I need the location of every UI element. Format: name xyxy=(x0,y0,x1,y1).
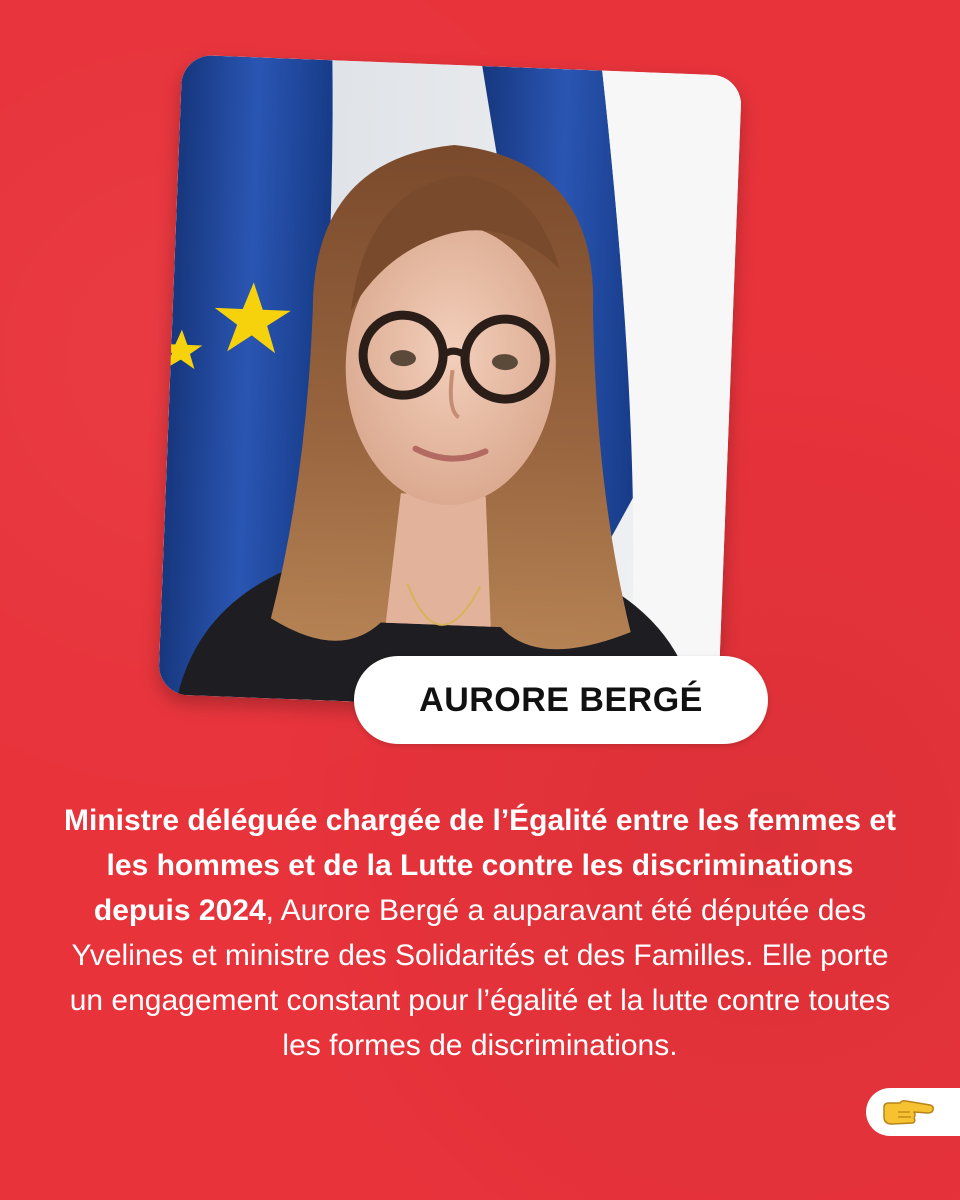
pointing-right-hand-icon xyxy=(880,1097,936,1127)
person-name: AURORE BERGÉ xyxy=(419,680,703,719)
portrait-illustration xyxy=(158,54,742,715)
portrait-photo xyxy=(158,54,742,715)
biography-role: Ministre déléguée chargée de l’Égalité entre les femmes et les hommes et de la Lutte contre les discriminations depuis 2024 xyxy=(64,804,896,927)
biography-text xyxy=(60,798,900,1068)
next-slide-button[interactable] xyxy=(866,1088,960,1136)
name-badge xyxy=(354,656,768,744)
biography-details: , Aurore Bergé a auparavant été députée des Yvelines et ministre des Solidarités et des Familles. Elle porte un engagement constant pour l’égalité et la lutte contre toutes les formes de discriminations. xyxy=(69,894,891,1062)
